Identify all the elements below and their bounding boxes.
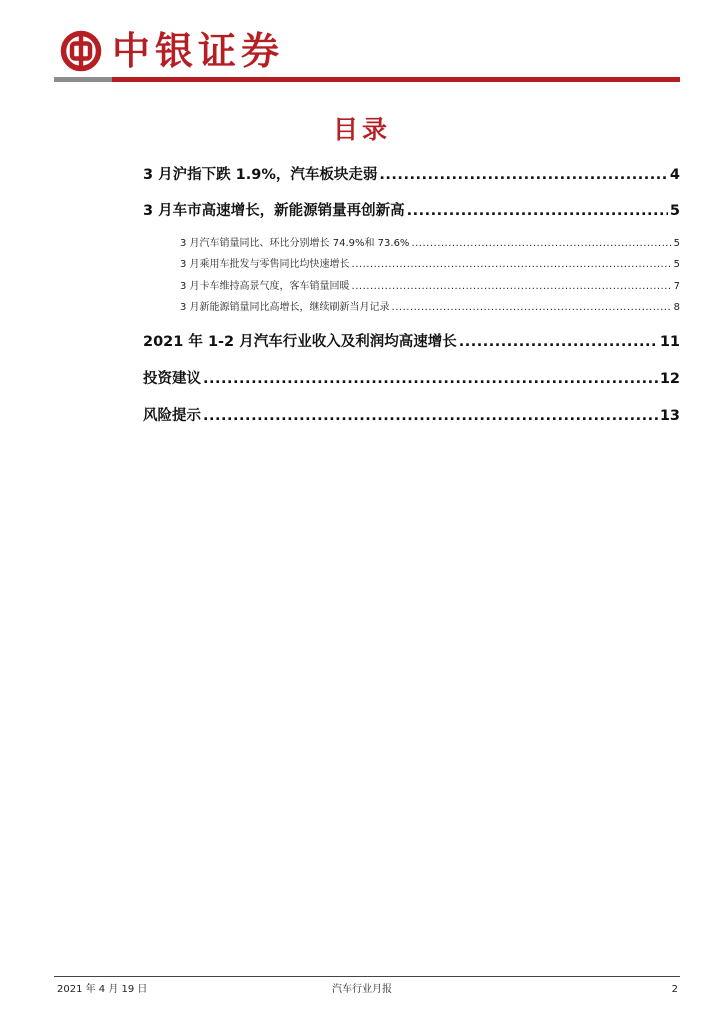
toc-subentry-text: 3 月汽车销量同比、环比分别增长 74.9%和 73.6% (180, 238, 410, 249)
footer-report-type: 汽车行业月报 (332, 984, 392, 995)
toc-subentry-page: 5 (673, 259, 680, 270)
header-rule-red (112, 77, 680, 82)
brand-name: 中银证券 (112, 28, 285, 73)
page-header (0, 0, 724, 84)
toc-subentry-text: 3 月卡车维持高景气度，客车销量回暖 (180, 281, 350, 292)
toc-dot-leader (379, 164, 668, 186)
toc-subentry-text: 3 月新能源销量同比高增长，继续刷新当月记录 (180, 302, 390, 313)
toc-entry-page: 4 (669, 167, 680, 183)
toc-entry[interactable] (143, 164, 680, 186)
toc-entry[interactable] (143, 331, 680, 353)
footer-page-number: 2 (671, 984, 678, 995)
toc-subentry[interactable] (180, 300, 680, 316)
toc-entry-page: 11 (659, 334, 680, 350)
toc-title: 目录 (332, 115, 391, 144)
toc-dot-leader (392, 300, 672, 316)
toc-entry-page: 12 (659, 371, 680, 387)
toc-entry-page: 5 (669, 203, 680, 219)
toc-subentry[interactable] (180, 236, 680, 252)
toc-dot-leader (407, 200, 668, 222)
toc-entry[interactable] (143, 368, 680, 390)
footer-date: 2021 年 4 月 19 日 (57, 984, 148, 995)
toc-subentry[interactable] (180, 257, 680, 273)
toc-entry-text: 风险提示 (143, 408, 201, 424)
toc-subentry-page: 8 (673, 302, 680, 313)
footer-rule (54, 976, 680, 977)
header-rule-grey (54, 77, 112, 82)
toc-subentry-text: 3 月乘用车批发与零售同比均快速增长 (180, 259, 350, 270)
toc-entry-text: 2021 年 1-2 月汽车行业收入及利润均高速增长 (143, 334, 457, 350)
toc-subentry-page: 7 (673, 281, 680, 292)
toc-dot-leader (203, 405, 658, 427)
toc-dot-leader (459, 331, 658, 353)
toc-entry-page: 13 (659, 408, 680, 424)
toc-entry[interactable] (143, 405, 680, 427)
toc-entry-text: 投资建议 (143, 371, 201, 387)
toc-dot-leader (352, 257, 672, 273)
bank-of-china-logo-icon (60, 30, 102, 72)
toc-entry-text: 3 月沪指下跌 1.9%，汽车板块走弱 (143, 167, 378, 183)
toc-subentry-page: 5 (673, 238, 680, 249)
toc-dot-leader (203, 368, 658, 390)
toc-entry-text: 3 月车市高速增长，新能源销量再创新高 (143, 203, 405, 219)
toc-subentry[interactable] (180, 279, 680, 295)
toc-dot-leader (411, 236, 671, 252)
toc-dot-leader (352, 279, 672, 295)
toc-entry[interactable] (143, 200, 680, 222)
